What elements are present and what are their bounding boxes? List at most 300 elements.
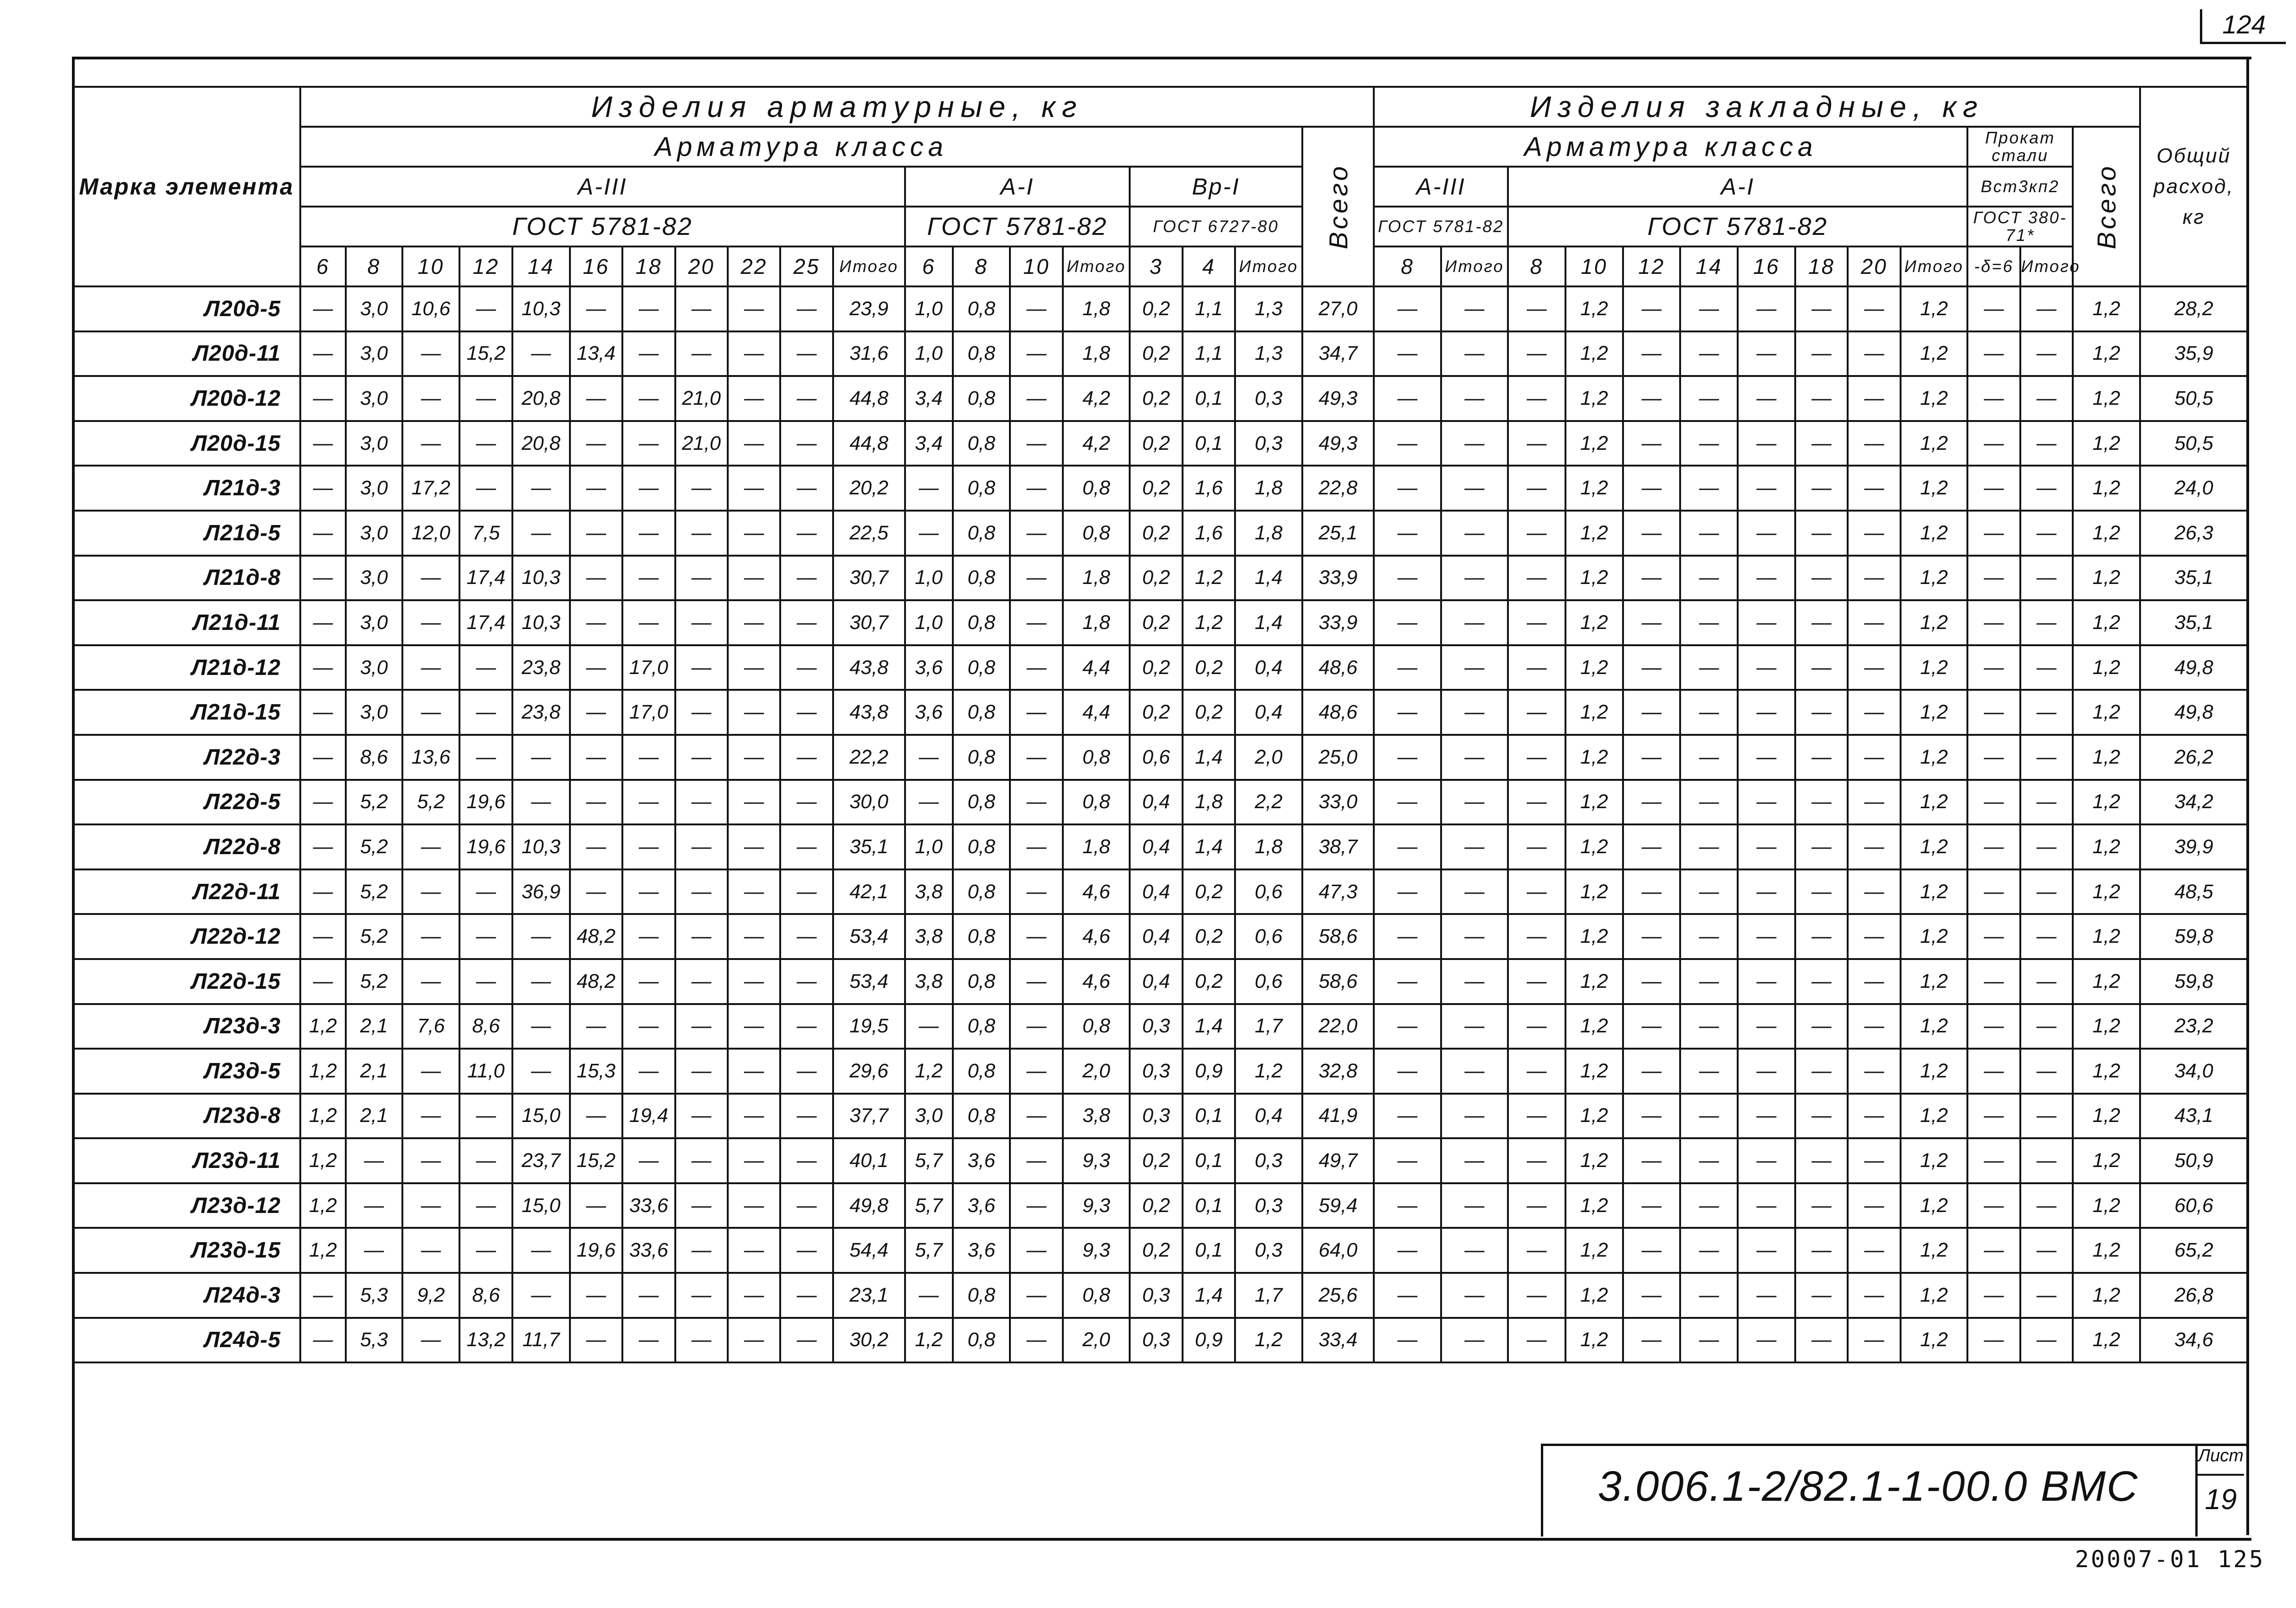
row-cell: — [1374,1049,1441,1094]
row-cell: — [402,1183,460,1228]
row-cell: — [780,600,833,645]
row-cell: 0,8 [953,780,1010,825]
row-cell: — [300,556,346,601]
row-mark: Л24д-3 [73,1273,300,1318]
row-cell: — [402,1318,460,1363]
row-cell: — [728,466,780,511]
row-cell: 0,3 [1130,1273,1182,1318]
row-cell: — [780,914,833,959]
row-cell: — [1848,466,1900,511]
row-cell: 33,0 [1302,780,1374,825]
row-cell: 0,8 [953,421,1010,466]
row-cell: — [1967,331,2020,376]
row-cell: 0,3 [1235,421,1302,466]
table-row [73,824,2248,869]
row-cell: 23,8 [512,645,570,690]
table-row [73,376,2248,421]
a3-diam-12: 12 [459,246,512,286]
row-cell: 3,0 [346,421,402,466]
row-cell: — [905,466,953,511]
row-cell: — [459,286,512,331]
row-cell: 30,7 [833,556,905,601]
row-cell: — [1738,1049,1795,1094]
row-cell: — [1738,914,1795,959]
row-cell: — [1795,376,1848,421]
row-cell: — [1967,556,2020,601]
row-cell: 8,6 [459,1004,512,1049]
row-cell: — [1623,511,1681,556]
row-cell: — [2020,1183,2073,1228]
table-row [73,1004,2248,1049]
row-cell: — [1967,735,2020,780]
row-cell: 0,8 [953,556,1010,601]
row-cell: — [512,1004,570,1049]
row-cell: 4,4 [1063,690,1130,735]
row-cell: — [1680,869,1738,914]
row-cell: — [1441,421,1508,466]
row-cell: — [1967,1318,2020,1363]
row-cell: 5,7 [905,1138,953,1183]
row-cell: — [1374,600,1441,645]
row-cell: 1,0 [905,331,953,376]
row-cell: — [1508,600,1565,645]
table-body [73,286,2248,1362]
row-cell: 1,2 [1565,824,1623,869]
row-cell: — [300,1273,346,1318]
row-cell: — [675,1049,728,1094]
row-cell: — [1967,1273,2020,1318]
row-cell: 1,2 [2073,1228,2140,1273]
row-cell: — [1441,914,1508,959]
row-cell: 0,4 [1130,914,1182,959]
row-cell: 1,2 [300,1004,346,1049]
row-cell: 3,0 [346,331,402,376]
row-cell: 3,0 [346,645,402,690]
row-cell: — [512,331,570,376]
row-cell: — [402,376,460,421]
row-cell: — [346,1138,402,1183]
row-cell: — [570,1318,622,1363]
row-cell: 1,2 [2073,1318,2140,1363]
row-cell: — [1441,690,1508,735]
row-mark: Л24д-5 [73,1318,300,1363]
row-cell: — [1508,869,1565,914]
row-cell: — [1795,914,1848,959]
row-cell: — [1738,690,1795,735]
row-cell: — [1010,511,1062,556]
row-cell: — [2020,914,2073,959]
row-cell: — [1738,600,1795,645]
row-cell: — [780,1183,833,1228]
row-cell: — [905,780,953,825]
row-cell: — [346,1183,402,1228]
row-cell: — [1010,869,1062,914]
row-cell: — [1680,1138,1738,1183]
row-cell: — [1738,331,1795,376]
row-cell: — [1738,735,1795,780]
row-cell: — [1374,1183,1441,1228]
row-cell: — [728,511,780,556]
row-cell: — [1967,824,2020,869]
row-cell: — [2020,1004,2073,1049]
row-cell: — [1623,331,1681,376]
row-cell: 3,0 [346,556,402,601]
row-cell: — [728,286,780,331]
row-cell: — [1441,959,1508,1004]
row-cell: 1,2 [1901,735,1967,780]
row-cell: — [1441,331,1508,376]
row-cell: 22,5 [833,511,905,556]
row-cell: — [1795,331,1848,376]
row-cell: 23,1 [833,1273,905,1318]
row-cell: 58,6 [1302,959,1374,1004]
row-cell: — [675,1273,728,1318]
row-cell: — [728,421,780,466]
row-cell: 1,2 [2073,824,2140,869]
a1-diam-6: 6 [905,246,953,286]
table-row [73,1318,2248,1363]
row-cell: 1,2 [2073,286,2140,331]
row-cell: 5,2 [346,780,402,825]
row-mark: Л21д-5 [73,511,300,556]
row-cell: — [728,1318,780,1363]
row-cell: — [300,600,346,645]
row-cell: — [728,824,780,869]
row-cell: — [1441,286,1508,331]
row-cell: 36,9 [512,869,570,914]
row-cell: — [1795,286,1848,331]
row-cell: 23,7 [512,1138,570,1183]
row-cell: — [1010,914,1062,959]
row-cell: — [1848,959,1900,1004]
embedded-reinforcement-class-header: Арматура класса [1374,127,1967,167]
row-cell: 0,2 [1130,645,1182,690]
row-cell: 40,1 [833,1138,905,1183]
row-cell: — [1508,690,1565,735]
row-cell: — [1441,600,1508,645]
row-cell: 15,2 [570,1138,622,1183]
row-cell: — [622,600,675,645]
document-code: 3.006.1-2/82.1-1-00.0 ВМС [1597,1463,2139,1510]
row-cell: — [780,376,833,421]
table-row [73,286,2248,331]
row-cell: — [2020,1318,2073,1363]
row-cell: — [1010,421,1062,466]
row-cell: 1,2 [2073,1273,2140,1318]
row-cell: 28,2 [2140,286,2248,331]
row-cell: 1,2 [1901,466,1967,511]
row-mark: Л23д-11 [73,1138,300,1183]
row-cell: 42,1 [833,869,905,914]
row-cell: — [1738,1138,1795,1183]
row-cell: — [1374,511,1441,556]
row-cell: 1,2 [1565,511,1623,556]
row-cell: 1,2 [1901,286,1967,331]
row-cell: — [905,735,953,780]
table-row [73,1183,2248,1228]
row-cell: — [1623,1228,1681,1273]
row-cell: — [1508,286,1565,331]
row-cell: — [1441,735,1508,780]
row-cell: 1,8 [1063,331,1130,376]
row-cell: 1,2 [1235,1318,1302,1363]
row-cell: — [1738,466,1795,511]
embedded-total-header: Всего [2073,127,2140,286]
row-cell: — [675,331,728,376]
row-cell: 1,0 [905,600,953,645]
row-cell: — [1848,286,1900,331]
row-cell: 0,4 [1235,690,1302,735]
row-cell: — [570,690,622,735]
row-cell: 0,2 [1183,645,1235,690]
row-cell: — [622,376,675,421]
row-cell: — [2020,824,2073,869]
row-cell: — [1795,869,1848,914]
row-cell: — [622,914,675,959]
row-cell: 1,6 [1183,466,1235,511]
row-cell: 22,2 [833,735,905,780]
row-cell: 3,8 [905,914,953,959]
row-cell: — [570,1183,622,1228]
row-cell: — [728,914,780,959]
row-cell: 2,2 [1235,780,1302,825]
row-cell: 1,8 [1183,780,1235,825]
row-cell: — [2020,511,2073,556]
a3-diam-14: 14 [512,246,570,286]
row-cell: — [300,466,346,511]
row-cell: — [1795,600,1848,645]
row-cell: — [1010,735,1062,780]
row-cell: — [1010,1273,1062,1318]
row-cell: — [2020,466,2073,511]
row-cell: 3,0 [346,466,402,511]
row-cell: 27,0 [1302,286,1374,331]
row-cell: 1,2 [1901,1273,1967,1318]
row-cell: 3,0 [905,1094,953,1139]
row-cell: 3,6 [953,1228,1010,1273]
row-cell: — [1441,1183,1508,1228]
row-cell: 1,2 [1565,1228,1623,1273]
row-cell: — [1680,331,1738,376]
row-cell: — [1441,376,1508,421]
row-cell: 0,8 [1063,735,1130,780]
row-cell: 1,2 [1565,959,1623,1004]
row-cell: — [675,914,728,959]
row-cell: 5,3 [346,1273,402,1318]
row-cell: 2,0 [1063,1049,1130,1094]
row-cell: — [570,735,622,780]
row-cell: — [1848,1183,1900,1228]
row-cell: 1,2 [300,1228,346,1273]
row-mark: Л22д-3 [73,735,300,780]
row-cell: 23,8 [512,690,570,735]
row-cell: 17,0 [622,645,675,690]
row-cell: 0,2 [1130,600,1182,645]
row-cell: — [1967,1094,2020,1139]
row-cell: — [1508,914,1565,959]
row-cell: 0,8 [953,376,1010,421]
row-cell: 43,1 [2140,1094,2248,1139]
row-cell: 2,1 [346,1049,402,1094]
row-cell: 0,4 [1235,645,1302,690]
row-mark: Л22д-15 [73,959,300,1004]
row-cell: — [1795,780,1848,825]
a1-diam-10: 10 [1010,246,1062,286]
row-cell: 1,8 [1063,286,1130,331]
row-cell: — [1848,1004,1900,1049]
row-cell: — [1441,1318,1508,1363]
row-cell: — [1967,511,2020,556]
row-cell: — [1795,1318,1848,1363]
row-cell: 1,2 [1901,421,1967,466]
row-cell: 24,0 [2140,466,2248,511]
row-cell: — [1848,556,1900,601]
row-cell: 1,2 [1901,780,1967,825]
row-mark: Л21д-15 [73,690,300,735]
row-cell: 1,2 [2073,466,2140,511]
row-cell: 4,6 [1063,869,1130,914]
row-cell: 0,2 [1183,690,1235,735]
rolled-steel-header: Прокат стали [1967,127,2073,167]
row-cell: 54,4 [833,1228,905,1273]
row-cell: — [622,1004,675,1049]
row-cell: 4,2 [1063,421,1130,466]
row-cell: 0,8 [1063,511,1130,556]
row-cell: — [1680,286,1738,331]
row-cell: — [512,466,570,511]
row-mark: Л23д-8 [73,1094,300,1139]
row-cell: — [570,556,622,601]
row-cell: — [675,1228,728,1273]
row-cell: — [1848,600,1900,645]
row-cell: — [622,421,675,466]
row-cell: 0,2 [1183,869,1235,914]
row-cell: — [622,466,675,511]
row-cell: 0,1 [1183,1094,1235,1139]
row-cell: — [1010,466,1062,511]
row-cell: 4,6 [1063,959,1130,1004]
row-cell: — [780,780,833,825]
row-cell: — [1374,376,1441,421]
row-cell: — [1848,1318,1900,1363]
row-cell: 5,2 [346,959,402,1004]
table-row [73,645,2248,690]
row-cell: 0,8 [953,959,1010,1004]
row-cell: 49,8 [833,1183,905,1228]
row-cell: 3,6 [905,690,953,735]
row-cell: — [1680,690,1738,735]
row-cell: — [728,869,780,914]
bp1-diam-4: 4 [1183,246,1235,286]
row-mark: Л21д-12 [73,645,300,690]
row-cell: — [402,914,460,959]
row-cell: — [1795,1094,1848,1139]
row-cell: — [1508,376,1565,421]
row-cell: 1,3 [1235,331,1302,376]
row-cell: — [780,959,833,1004]
row-cell: — [1738,1094,1795,1139]
row-cell: — [728,1004,780,1049]
row-cell: 1,2 [2073,556,2140,601]
row-cell: — [570,466,622,511]
row-cell: — [300,914,346,959]
row-cell: 1,2 [1901,1318,1967,1363]
row-cell: 1,2 [2073,645,2140,690]
row-cell: — [1680,1273,1738,1318]
row-cell: — [1967,1183,2020,1228]
row-cell: — [1848,1049,1900,1094]
row-cell: — [675,780,728,825]
row-cell: — [1795,1183,1848,1228]
row-cell: — [1441,645,1508,690]
row-cell: — [1680,376,1738,421]
row-cell: — [780,1228,833,1273]
row-cell: 34,2 [2140,780,2248,825]
row-cell: 20,8 [512,376,570,421]
row-cell: 48,6 [1302,690,1374,735]
row-cell: 19,5 [833,1004,905,1049]
row-cell: 39,9 [2140,824,2248,869]
row-cell: — [570,824,622,869]
row-cell: 0,3 [1235,1228,1302,1273]
archive-number: 20007-01 125 [2075,1546,2265,1573]
row-cell: — [1795,421,1848,466]
row-cell: 0,2 [1183,959,1235,1004]
row-cell: — [1680,1004,1738,1049]
row-cell: — [728,1094,780,1139]
row-cell: — [728,735,780,780]
class-bp1-header: Вр-I [1130,167,1302,207]
row-mark: Л21д-3 [73,466,300,511]
row-cell: — [1010,556,1062,601]
row-cell: 1,2 [300,1049,346,1094]
row-cell: — [1010,959,1062,1004]
row-cell: — [1623,869,1681,914]
row-cell: 1,2 [2073,959,2140,1004]
sheet-label: Лист [2198,1446,2244,1476]
row-cell: — [570,286,622,331]
row-cell: 0,6 [1235,959,1302,1004]
row-cell: — [1967,376,2020,421]
sheet-number-top: 124 [2200,9,2286,44]
row-cell: — [459,376,512,421]
emb-a1-diam-16: 16 [1738,246,1795,286]
a3-diam-16: 16 [570,246,622,286]
steel-grade-header: Вст3кп2 [1967,167,2073,207]
row-cell: 0,3 [1130,1049,1182,1094]
row-cell: 0,2 [1130,690,1182,735]
row-cell: — [1374,1273,1441,1318]
row-cell: — [1738,1273,1795,1318]
row-cell: — [1848,869,1900,914]
row-cell: 1,2 [1901,959,1967,1004]
row-cell: 20,2 [833,466,905,511]
row-cell: 37,7 [833,1094,905,1139]
row-cell: — [1848,331,1900,376]
table-row [73,959,2248,1004]
row-cell: 12,0 [402,511,460,556]
row-cell: 0,2 [1183,914,1235,959]
table-row [73,735,2248,780]
row-cell: — [1010,1318,1062,1363]
row-cell: — [1795,1004,1848,1049]
row-cell: 5,2 [346,869,402,914]
row-cell: — [1795,556,1848,601]
row-cell: — [1374,735,1441,780]
row-cell: 49,8 [2140,645,2248,690]
steel-itogo: Итого [2020,246,2073,286]
row-cell: — [1623,286,1681,331]
